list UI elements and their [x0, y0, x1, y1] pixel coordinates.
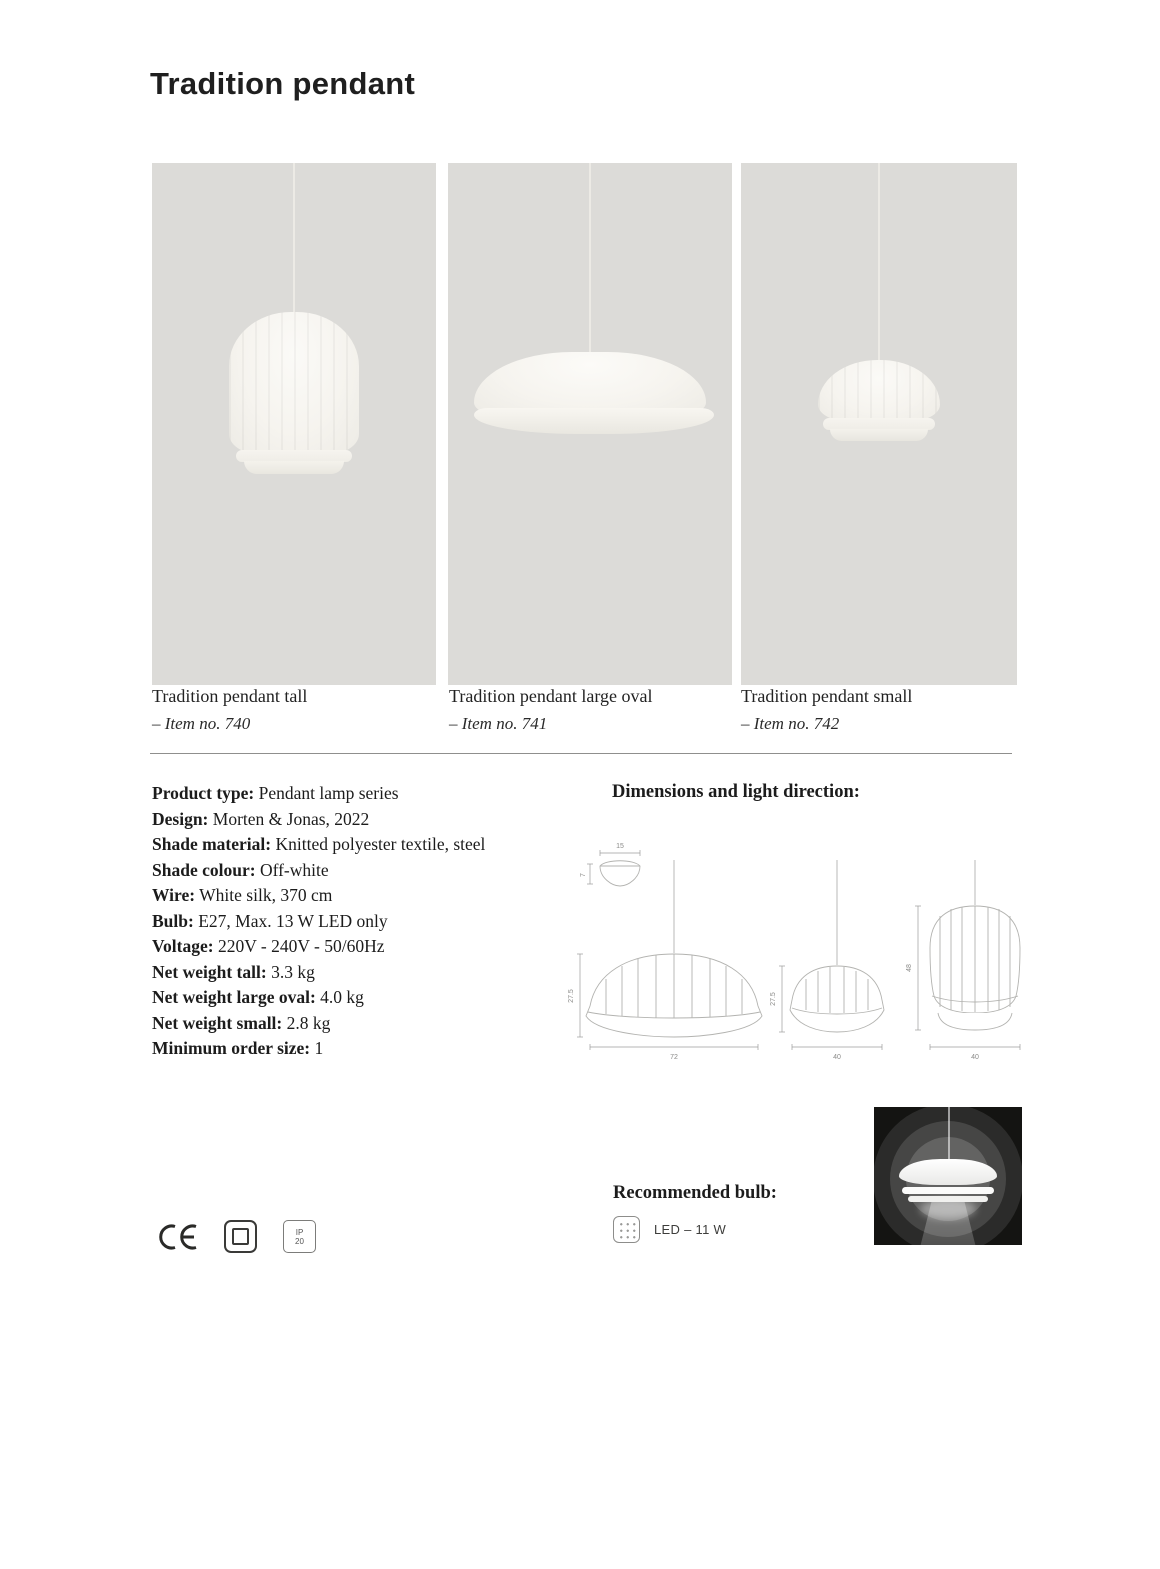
pendant-lamp-tall	[229, 312, 359, 474]
spec-row: Minimum order size: 1	[152, 1038, 324, 1058]
item-number: – Item no. 740	[152, 714, 251, 733]
page-title: Tradition pendant	[150, 66, 416, 101]
recommended-bulb-row	[613, 1216, 726, 1243]
lamp-base	[244, 461, 344, 474]
product-photo-small	[741, 163, 1017, 685]
lamp-rim-band	[902, 1187, 994, 1194]
spec-row: Net weight tall: 3.3 kg	[152, 961, 315, 982]
glowing-lamp-shade	[899, 1159, 997, 1185]
spec-row: Product type: Pendant lamp series	[152, 783, 399, 803]
pendant-lamp-small	[818, 360, 940, 441]
caption-small	[741, 686, 1025, 734]
oval-width-label: 72	[670, 1054, 678, 1061]
class-ii-inner-square	[232, 1228, 249, 1245]
small-height-label: 27.5	[770, 992, 777, 1006]
product-name: Tradition pendant tall	[152, 686, 308, 706]
lamp-base	[830, 429, 928, 441]
light-direction-image	[874, 1107, 1022, 1245]
canopy-height-label: 7	[580, 873, 587, 877]
spec-row: Net weight small: 2.8 kg	[152, 1012, 331, 1033]
pendant-cord	[589, 163, 591, 353]
product-photo-tall	[152, 163, 436, 685]
spec-row: Voltage: 220V - 240V - 50/60Hz	[152, 936, 385, 956]
item-number: – Item no. 742	[741, 714, 840, 733]
caption-large-oval	[449, 686, 733, 734]
canopy-width-label: 15	[616, 843, 624, 850]
ip-value: 20	[295, 1236, 304, 1246]
product-photo-large-oval	[448, 163, 732, 685]
section-divider	[150, 753, 1012, 754]
tall-height-label: 48	[906, 964, 913, 972]
lamp-rim	[474, 408, 714, 434]
product-name: Tradition pendant small	[741, 686, 913, 706]
small-drawing	[770, 966, 884, 1061]
light-glow	[920, 1199, 976, 1219]
ip-label: IP	[295, 1227, 304, 1237]
spec-row: Bulb: E27, Max. 13 W LED only	[152, 910, 388, 931]
certification-icons	[152, 1220, 316, 1253]
pendant-lamp-large-oval	[474, 352, 706, 434]
led-bulb-icon	[613, 1216, 640, 1243]
lamp-shade	[474, 352, 706, 416]
pendant-cord	[878, 163, 880, 361]
caption-tall	[152, 686, 436, 734]
dimension-drawings	[556, 826, 1066, 1066]
spec-row: Shade colour: Off-white	[152, 859, 329, 880]
lamp-rim-band	[908, 1196, 988, 1202]
ip-rating-icon	[283, 1220, 316, 1253]
ce-mark-icon	[152, 1222, 198, 1252]
tall-drawing	[906, 906, 1020, 1061]
spec-row: Net weight large oval: 4.0 kg	[152, 987, 364, 1007]
bulb-label: LED – 11 W	[654, 1222, 727, 1237]
spec-list	[152, 781, 494, 1062]
canopy-drawing	[580, 843, 640, 886]
spec-row: Shade material: Knitted polyester textile, steel	[152, 834, 486, 854]
class-ii-insulation-icon	[224, 1220, 257, 1253]
recommended-bulb-heading: Recommended bulb:	[613, 1183, 777, 1203]
dimensions-heading: Dimensions and light direction:	[612, 782, 860, 802]
spec-row: Design: Morten & Jonas, 2022	[152, 808, 370, 829]
oval-height-label: 27.5	[568, 989, 575, 1003]
pendant-cord	[293, 163, 295, 313]
pendant-cord	[948, 1107, 950, 1161]
lamp-shade	[229, 312, 359, 454]
tall-width-label: 40	[971, 1054, 979, 1061]
item-number: – Item no. 741	[449, 714, 548, 733]
lamp-shade	[818, 360, 940, 422]
product-name: Tradition pendant large oval	[449, 686, 653, 706]
small-width-label: 40	[833, 1054, 841, 1061]
spec-row: Wire: White silk, 370 cm	[152, 885, 333, 905]
large-oval-drawing	[568, 954, 762, 1061]
